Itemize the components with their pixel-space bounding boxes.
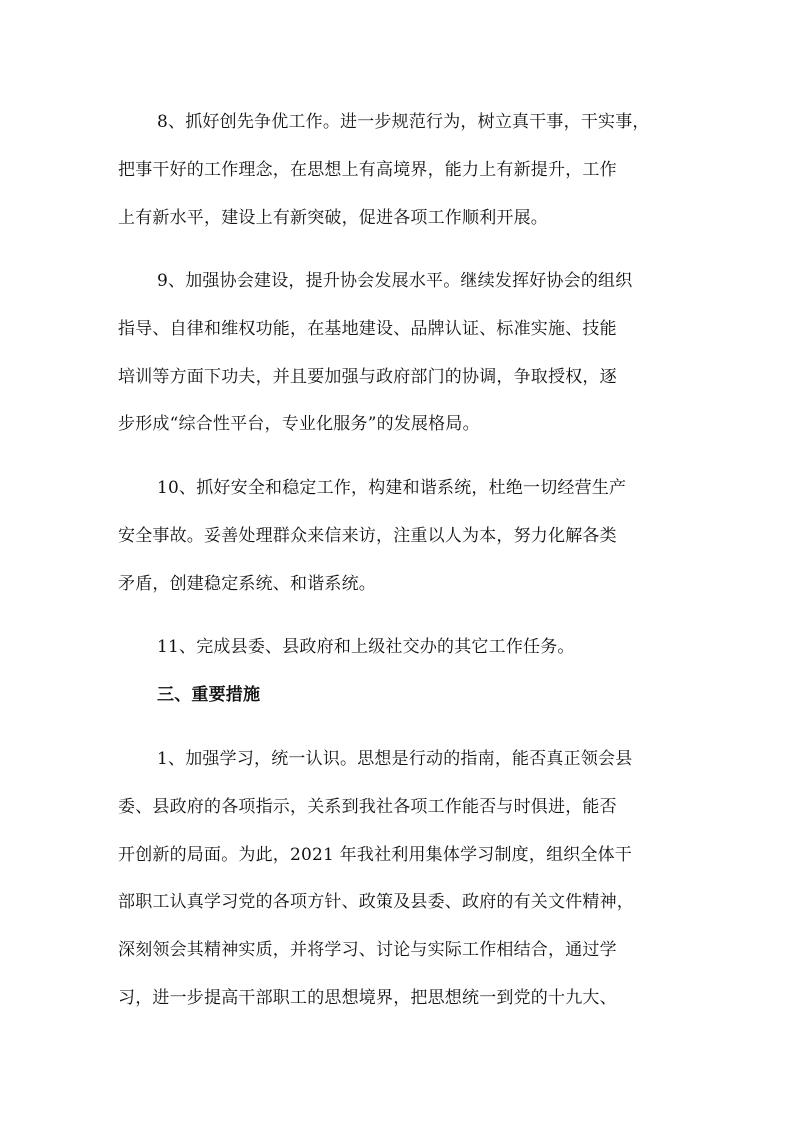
paragraph-10-line-3: 矛盾，创建稳定系统、和谐系统。 — [118, 574, 376, 594]
paragraph-8-line-3: 上有新水平，建设上有新突破，促进各项工作顺利开展。 — [118, 208, 548, 228]
measure-1-line-6: 习，进一步提高干部职工的思想境界，把思想统一到党的十九大、 — [118, 988, 617, 1008]
section-heading: 三、重要措施 — [157, 685, 261, 705]
measure-1-line-1: 1、加强学习，统一认识。思想是行动的指南，能否真正领会县 — [157, 749, 633, 769]
paragraph-10-line-1: 10、抓好安全和稳定工作，构建和谐系统，杜绝一切经营生产 — [157, 478, 627, 498]
measure-1-line-4: 部职工认真学习党的各项方针、政策及县委、政府的有关文件精神， — [118, 892, 634, 912]
paragraph-9-line-2: 指导、自律和维权功能，在基地建设、品牌认证、标准实施、技能 — [118, 319, 617, 339]
paragraph-9-line-3: 培训等方面下功夫，并且要加强与政府部门的协调，争取授权，逐 — [118, 367, 617, 387]
measure-1-line-5: 深刻领会其精神实质，并将学习、讨论与实际工作相结合，通过学 — [118, 940, 617, 960]
paragraph-10-line-2: 安全事故。妥善处理群众来信来访，注重以人为本，努力化解各类 — [118, 526, 617, 546]
paragraph-9-line-4: 步形成“综合性平台，专业化服务”的发展格局。 — [118, 414, 480, 434]
paragraph-8-line-1: 8、抓好创先争优工作。进一步规范行为，树立真干事，干实事， — [157, 112, 650, 132]
measure-1-line-3: 开创新的局面。为此，2021 年我社利用集体学习制度，组织全体干 — [118, 845, 633, 865]
paragraph-11-line-1: 11、完成县委、县政府和上级社交办的其它工作任务。 — [157, 637, 575, 657]
paragraph-8-line-2: 把事干好的工作理念，在思想上有高境界，能力上有新提升，工作 — [118, 160, 617, 180]
paragraph-9-line-1: 9、加强协会建设，提升协会发展水平。继续发挥好协会的组织 — [157, 271, 633, 291]
measure-1-line-2: 委、县政府的各项指示，关系到我社各项工作能否与时俱进，能否 — [118, 797, 617, 817]
